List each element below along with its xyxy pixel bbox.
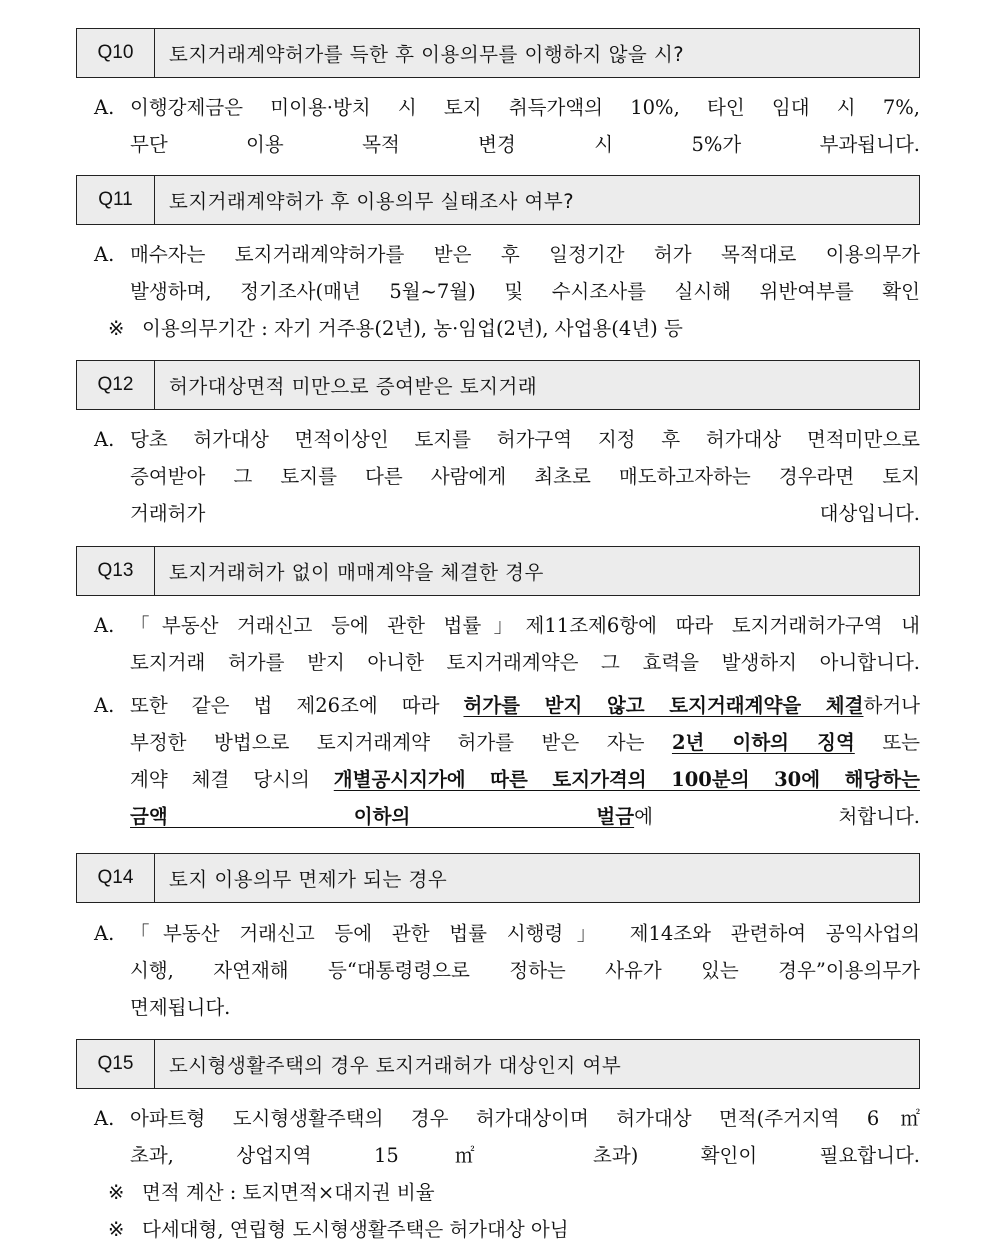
answer-line	[130, 724, 920, 761]
emphasis: 2년 이하의 징역	[671, 731, 855, 754]
answer-line	[130, 798, 920, 835]
answer-prefix: A.	[94, 694, 115, 717]
answer-prefix: A.	[94, 922, 115, 945]
question-title: 토지거래허가 없이 매매계약을 체결한 경우	[169, 561, 544, 584]
answer-q14	[94, 915, 920, 1026]
question-header-q11	[76, 175, 920, 225]
question-header-q10	[76, 28, 920, 78]
note-mark: ※	[108, 1218, 125, 1241]
emphasis: 개별공시지가에 따른 토지가격의 100분의 30에 해당하는	[333, 768, 920, 791]
text: 또한 같은 법 제26조에 따라	[130, 694, 464, 717]
answer-prefix: A.	[94, 428, 115, 451]
question-header-q14	[76, 853, 920, 903]
answer-prefix: A.	[94, 243, 115, 266]
answer-line	[130, 761, 920, 798]
note-q15-a	[108, 1174, 435, 1211]
answer-q12	[94, 421, 920, 532]
note-mark: ※	[108, 317, 125, 340]
answer-q15	[94, 1100, 920, 1174]
question-header-q12	[76, 360, 920, 410]
note-text: 면적 계산 : 토지면적×대지권 비율	[142, 1181, 435, 1204]
note-text: 이용의무기간 : 자기 거주용(2년), 농·임업(2년), 사업용(4년) 등	[142, 317, 683, 340]
answer-q13-b	[94, 687, 920, 835]
answer-line: 이행강제금은 미이용·방치 시 토지 취득가액의 10%, 타인 임대 시 7%,	[130, 96, 920, 119]
text: 부정한 방법으로 토지거래계약 허가를 받은 자는	[130, 731, 672, 754]
question-number: Q14	[77, 854, 155, 902]
answer-line: 아파트형 도시형생활주택의 경우 허가대상이며 허가대상 면적(주거지역 6㎡	[130, 1107, 920, 1130]
answer-line: 무단 이용 목적 변경 시 5%가 부과됩니다.	[130, 133, 920, 156]
emphasis: 금액 이하의 벌금	[130, 805, 635, 828]
question-title: 허가대상면적 미만으로 증여받은 토지거래	[169, 375, 538, 398]
question-number: Q15	[77, 1040, 155, 1088]
answer-line: 「부동산 거래신고 등에 관한 법률 시행령」 제14조와 관련하여 공익사업의	[130, 922, 920, 945]
question-number: Q13	[77, 547, 155, 595]
question-number: Q10	[77, 29, 155, 77]
question-title: 토지거래계약허가를 득한 후 이용의무를 이행하지 않을 시?	[169, 43, 685, 66]
answer-prefix: A.	[94, 96, 115, 119]
answer-prefix: A.	[94, 614, 115, 637]
question-header-q15	[76, 1039, 920, 1089]
question-number: Q11	[77, 176, 155, 224]
question-header-q13	[76, 546, 920, 596]
question-title: 도시형생활주택의 경우 토지거래허가 대상인지 여부	[169, 1054, 622, 1077]
answer-line: 면제됩니다.	[130, 996, 231, 1019]
answer-line: 「부동산 거래신고 등에 관한 법률」제11조제6항에 따라 토지거래허가구역 내	[130, 614, 920, 637]
note-q11	[108, 310, 683, 347]
answer-q10	[94, 89, 920, 163]
answer-line: 토지거래 허가를 받지 아니한 토지거래계약은 그 효력을 발생하지 아니합니다.	[130, 651, 920, 674]
answer-line: 매수자는 토지거래계약허가를 받은 후 일정기간 허가 목적대로 이용의무가	[130, 243, 920, 266]
text: 하거나	[863, 694, 920, 717]
answer-line	[130, 687, 920, 724]
answer-q13-a	[94, 607, 920, 681]
answer-line: 초과, 상업지역 15㎡ 초과) 확인이 필요합니다.	[130, 1144, 920, 1167]
answer-line: 증여받아 그 토지를 다른 사람에게 최초로 매도하고자하는 경우라면 토지	[130, 465, 920, 488]
answer-line: 거래허가 대상입니다.	[130, 502, 920, 525]
answer-line: 당초 허가대상 면적이상인 토지를 허가구역 지정 후 허가대상 면적미만으로	[130, 428, 920, 451]
answer-q11	[94, 236, 920, 310]
emphasis: 허가를 받지 않고 토지거래계약을 체결	[463, 694, 864, 717]
question-title: 토지거래계약허가 후 이용의무 실태조사 여부?	[169, 190, 575, 213]
text: 또는	[854, 731, 921, 754]
answer-line: 시행, 자연재해 등“대통령령으로 정하는 사유가 있는 경우”이용의무가	[130, 959, 920, 982]
question-title: 토지 이용의무 면제가 되는 경우	[169, 868, 448, 891]
note-q15-b	[108, 1211, 569, 1248]
answer-line: 발생하며, 정기조사(매년 5월~7월) 및 수시조사를 실시해 위반여부를 확인	[130, 280, 920, 303]
note-mark: ※	[108, 1181, 125, 1204]
note-text: 다세대형, 연립형 도시형생활주택은 허가대상 아님	[142, 1218, 569, 1241]
text: 에 처합니다.	[634, 805, 920, 828]
text: 계약 체결 당시의	[130, 768, 334, 791]
question-number: Q12	[77, 361, 155, 409]
answer-prefix: A.	[94, 1107, 115, 1130]
